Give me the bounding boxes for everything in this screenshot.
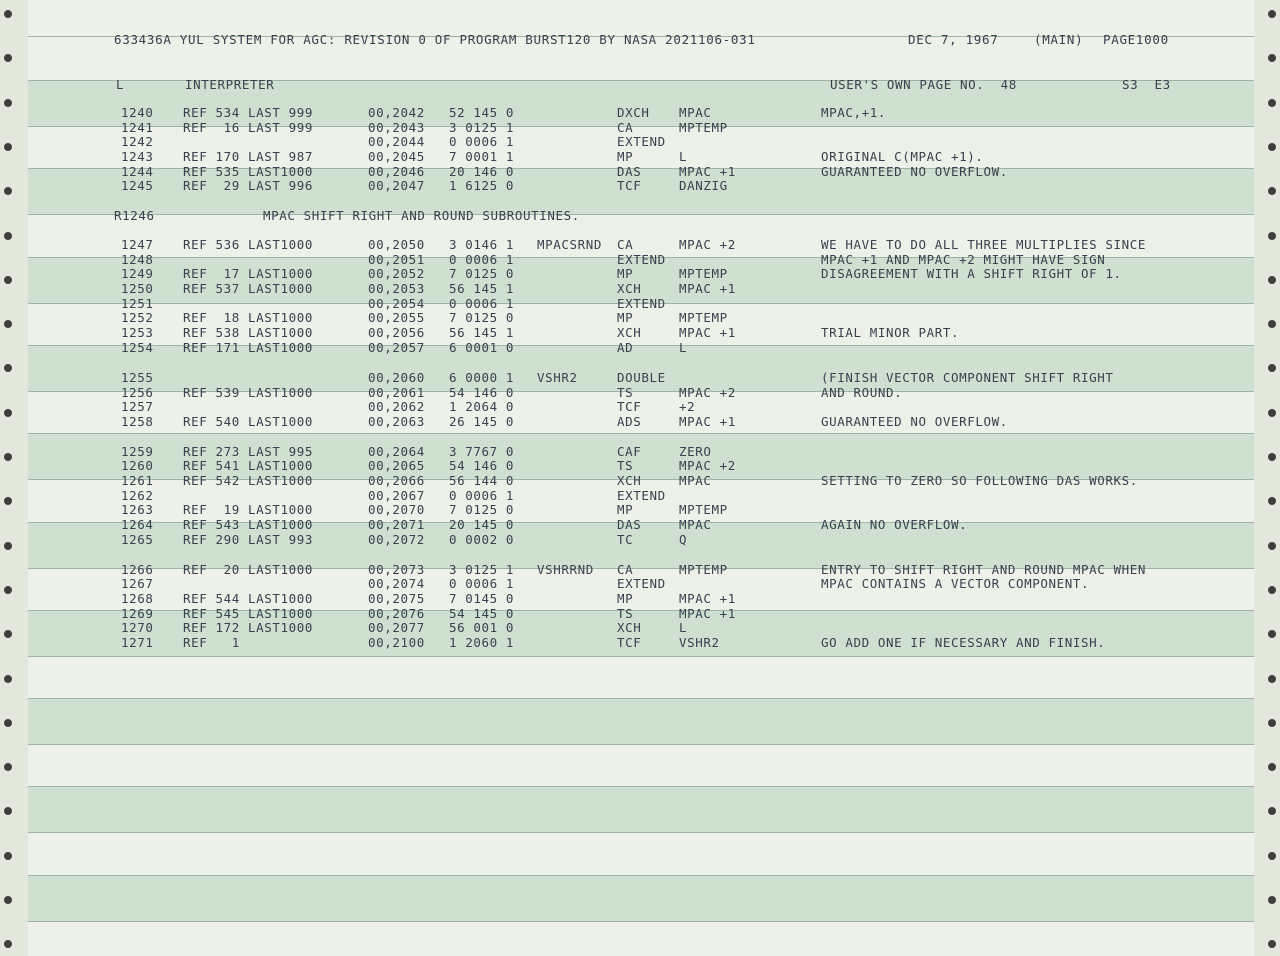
- address: 00,2076: [368, 606, 425, 621]
- symbol-label: MPACSRND: [537, 237, 603, 252]
- operand: MPAC +1: [679, 281, 736, 296]
- address: 00,2054: [368, 296, 425, 311]
- feed-hole: [1268, 232, 1276, 240]
- feed-hole: [1268, 497, 1276, 505]
- feed-hole: [1268, 763, 1276, 771]
- operand: MPAC +1: [679, 325, 736, 340]
- octal-word: 54 145 0: [449, 606, 515, 621]
- line-number: 1269: [121, 606, 154, 621]
- header-date: DEC 7, 1967: [908, 32, 999, 47]
- octal-word: 7 0125 0: [449, 310, 515, 325]
- ref-field: REF 18 LAST1000: [183, 310, 314, 325]
- ref-field: REF 540 LAST1000: [183, 414, 314, 429]
- octal-word: 3 0125 1: [449, 120, 515, 135]
- feed-hole: [4, 586, 12, 594]
- ref-field: REF 16 LAST 999: [183, 120, 314, 135]
- opcode: EXTEND: [617, 576, 666, 591]
- address: 00,2057: [368, 340, 425, 355]
- greenbar-band: [28, 875, 1254, 922]
- octal-word: 20 145 0: [449, 517, 515, 532]
- line-number: 1253: [121, 325, 154, 340]
- line-number: 1247: [121, 237, 154, 252]
- opcode: TS: [617, 385, 634, 400]
- operand: L: [679, 340, 688, 355]
- octal-word: 56 145 1: [449, 325, 515, 340]
- ref-field: REF 19 LAST1000: [183, 502, 314, 517]
- octal-word: 3 0146 1: [449, 237, 515, 252]
- line-number: 1249: [121, 266, 154, 281]
- feed-hole: [1268, 10, 1276, 18]
- ref-field: REF 538 LAST1000: [183, 325, 314, 340]
- line-number: 1265: [121, 532, 154, 547]
- feed-hole: [4, 763, 12, 771]
- ref-field: REF 542 LAST1000: [183, 473, 314, 488]
- feed-hole: [4, 896, 12, 904]
- octal-word: 0 0006 1: [449, 296, 515, 311]
- octal-word: 1 2064 0: [449, 399, 515, 414]
- operand: L: [679, 149, 688, 164]
- octal-word: 7 0001 1: [449, 149, 515, 164]
- opcode: EXTEND: [617, 134, 666, 149]
- address: 00,2045: [368, 149, 425, 164]
- line-number: 1255: [121, 370, 154, 385]
- opcode: MP: [617, 266, 634, 281]
- address: 00,2043: [368, 120, 425, 135]
- operand: L: [679, 620, 688, 635]
- address: 00,2062: [368, 399, 425, 414]
- octal-word: 20 146 0: [449, 164, 515, 179]
- address: 00,2063: [368, 414, 425, 429]
- address: 00,2044: [368, 134, 425, 149]
- operand: VSHR2: [679, 635, 720, 650]
- octal-word: 52 145 0: [449, 105, 515, 120]
- opcode: TS: [617, 458, 634, 473]
- octal-word: 7 0125 0: [449, 266, 515, 281]
- line-number: 1251: [121, 296, 154, 311]
- opcode: TCF: [617, 635, 642, 650]
- user-page-number: USER'S OWN PAGE NO. 48: [830, 77, 1017, 92]
- feed-hole: [1268, 54, 1276, 62]
- feed-hole: [4, 807, 12, 815]
- octal-word: 3 7767 0: [449, 444, 515, 459]
- feed-hole: [4, 497, 12, 505]
- greenbar-band: [28, 786, 1254, 833]
- operand: MPAC +1: [679, 164, 736, 179]
- address: 00,2065: [368, 458, 425, 473]
- comment: MPAC +1 AND MPAC +2 MIGHT HAVE SIGN: [821, 252, 1106, 267]
- feed-hole: [4, 542, 12, 550]
- feed-hole: [1268, 276, 1276, 284]
- comment: MPAC,+1.: [821, 105, 887, 120]
- feed-hole: [4, 99, 12, 107]
- feed-hole: [4, 409, 12, 417]
- ref-field: REF 17 LAST1000: [183, 266, 314, 281]
- line-number: 1240: [121, 105, 154, 120]
- octal-word: 0 0006 1: [449, 576, 515, 591]
- ref-field: REF 290 LAST 993: [183, 532, 314, 547]
- feed-hole: [4, 320, 12, 328]
- octal-word: 6 0000 1: [449, 370, 515, 385]
- address: 00,2074: [368, 576, 425, 591]
- comment: ORIGINAL C(MPAC +1).: [821, 149, 984, 164]
- comment: GUARANTEED NO OVERFLOW.: [821, 414, 1008, 429]
- line-number: 1264: [121, 517, 154, 532]
- line-number: 1263: [121, 502, 154, 517]
- feed-hole: [1268, 675, 1276, 683]
- operand: MPTEMP: [679, 310, 728, 325]
- line-number: 1250: [121, 281, 154, 296]
- operand: MPTEMP: [679, 266, 728, 281]
- operand: MPAC +2: [679, 458, 736, 473]
- opcode: MP: [617, 502, 634, 517]
- line-number: 1268: [121, 591, 154, 606]
- octal-word: 26 145 0: [449, 414, 515, 429]
- line-number: 1259: [121, 444, 154, 459]
- line-number: 1271: [121, 635, 154, 650]
- line-number: 1270: [121, 620, 154, 635]
- opcode: DOUBLE: [617, 370, 666, 385]
- remark-line-number: R1246: [114, 208, 155, 223]
- operand: MPTEMP: [679, 120, 728, 135]
- operand: MPAC +1: [679, 591, 736, 606]
- feed-hole: [1268, 187, 1276, 195]
- line-number: 1245: [121, 178, 154, 193]
- feed-hole: [4, 719, 12, 727]
- ref-field: REF 543 LAST1000: [183, 517, 314, 532]
- address: 00,2052: [368, 266, 425, 281]
- opcode: XCH: [617, 620, 642, 635]
- opcode: EXTEND: [617, 252, 666, 267]
- address: 00,2100: [368, 635, 425, 650]
- octal-word: 1 2060 1: [449, 635, 515, 650]
- symbol-label: VSHR2: [537, 370, 578, 385]
- opcode: TCF: [617, 178, 642, 193]
- feed-hole: [1268, 586, 1276, 594]
- comment: MPAC CONTAINS A VECTOR COMPONENT.: [821, 576, 1090, 591]
- ref-field: REF 535 LAST1000: [183, 164, 314, 179]
- address: 00,2075: [368, 591, 425, 606]
- comment: ENTRY TO SHIFT RIGHT AND ROUND MPAC WHEN: [821, 562, 1147, 577]
- greenbar-band: [28, 698, 1254, 745]
- address: 00,2070: [368, 502, 425, 517]
- opcode: XCH: [617, 473, 642, 488]
- ref-field: REF 170 LAST 987: [183, 149, 314, 164]
- operand: MPAC: [679, 105, 712, 120]
- opcode: MP: [617, 591, 634, 606]
- comment: GO ADD ONE IF NECESSARY AND FINISH.: [821, 635, 1106, 650]
- operand: MPAC: [679, 473, 712, 488]
- opcode: DXCH: [617, 105, 650, 120]
- line-number: 1241: [121, 120, 154, 135]
- opcode: CA: [617, 237, 634, 252]
- comment: TRIAL MINOR PART.: [821, 325, 960, 340]
- line-number: 1261: [121, 473, 154, 488]
- octal-word: 6 0001 0: [449, 340, 515, 355]
- comment: WE HAVE TO DO ALL THREE MULTIPLIES SINCE: [821, 237, 1147, 252]
- opcode: DAS: [617, 164, 642, 179]
- line-number: 1254: [121, 340, 154, 355]
- operand: MPAC: [679, 517, 712, 532]
- line-number: 1248: [121, 252, 154, 267]
- remark-text: MPAC SHIFT RIGHT AND ROUND SUBROUTINES.: [263, 208, 580, 223]
- feed-hole: [1268, 940, 1276, 948]
- ref-field: REF 171 LAST1000: [183, 340, 314, 355]
- octal-word: 0 0006 1: [449, 488, 515, 503]
- ref-field: REF 273 LAST 995: [183, 444, 314, 459]
- feed-hole: [1268, 320, 1276, 328]
- address: 00,2077: [368, 620, 425, 635]
- address: 00,2060: [368, 370, 425, 385]
- opcode: TS: [617, 606, 634, 621]
- ref-field: REF 537 LAST1000: [183, 281, 314, 296]
- operand: Q: [679, 532, 688, 547]
- ref-field: REF 20 LAST1000: [183, 562, 314, 577]
- octal-word: 7 0125 0: [449, 502, 515, 517]
- bank-code: S3 E3: [1122, 77, 1171, 92]
- octal-word: 56 145 1: [449, 281, 515, 296]
- octal-word: 54 146 0: [449, 385, 515, 400]
- address: 00,2050: [368, 237, 425, 252]
- feed-hole: [4, 54, 12, 62]
- feed-hole: [1268, 852, 1276, 860]
- opcode: TC: [617, 532, 634, 547]
- feed-hole: [4, 453, 12, 461]
- feed-hole: [4, 187, 12, 195]
- opcode: MP: [617, 310, 634, 325]
- address: 00,2046: [368, 164, 425, 179]
- feed-hole: [1268, 542, 1276, 550]
- opcode: TCF: [617, 399, 642, 414]
- line-number: 1244: [121, 164, 154, 179]
- feed-hole: [4, 10, 12, 18]
- feed-hole: [1268, 99, 1276, 107]
- comment: GUARANTEED NO OVERFLOW.: [821, 164, 1008, 179]
- opcode: AD: [617, 340, 634, 355]
- octal-word: 0 0006 1: [449, 134, 515, 149]
- ref-field: REF 541 LAST1000: [183, 458, 314, 473]
- feed-hole: [4, 364, 12, 372]
- octal-word: 56 144 0: [449, 473, 515, 488]
- feed-hole: [4, 630, 12, 638]
- ref-field: REF 29 LAST 996: [183, 178, 314, 193]
- opcode: ADS: [617, 414, 642, 429]
- operand: MPAC +1: [679, 606, 736, 621]
- octal-word: 54 146 0: [449, 458, 515, 473]
- line-number: 1242: [121, 134, 154, 149]
- operand: +2: [679, 399, 696, 414]
- line-number: 1252: [121, 310, 154, 325]
- address: 00,2042: [368, 105, 425, 120]
- operand: DANZIG: [679, 178, 728, 193]
- opcode: EXTEND: [617, 488, 666, 503]
- opcode: CA: [617, 562, 634, 577]
- address: 00,2066: [368, 473, 425, 488]
- address: 00,2055: [368, 310, 425, 325]
- address: 00,2056: [368, 325, 425, 340]
- octal-word: 0 0006 1: [449, 252, 515, 267]
- address: 00,2071: [368, 517, 425, 532]
- feed-hole: [4, 143, 12, 151]
- octal-word: 1 6125 0: [449, 178, 515, 193]
- feed-hole: [1268, 453, 1276, 461]
- octal-word: 7 0145 0: [449, 591, 515, 606]
- feed-hole: [4, 940, 12, 948]
- comment: DISAGREEMENT WITH A SHIFT RIGHT OF 1.: [821, 266, 1122, 281]
- feed-hole: [4, 852, 12, 860]
- opcode: CA: [617, 120, 634, 135]
- octal-word: 0 0002 0: [449, 532, 515, 547]
- address: 00,2067: [368, 488, 425, 503]
- line-number: 1260: [121, 458, 154, 473]
- feed-hole: [4, 675, 12, 683]
- address: 00,2047: [368, 178, 425, 193]
- address: 00,2061: [368, 385, 425, 400]
- feed-hole: [1268, 719, 1276, 727]
- opcode: XCH: [617, 281, 642, 296]
- line-number: 1262: [121, 488, 154, 503]
- operand: MPAC +1: [679, 414, 736, 429]
- ref-field: REF 536 LAST1000: [183, 237, 314, 252]
- comment: (FINISH VECTOR COMPONENT SHIFT RIGHT: [821, 370, 1114, 385]
- ref-field: REF 1: [183, 635, 240, 650]
- address: 00,2053: [368, 281, 425, 296]
- operand: ZERO: [679, 444, 712, 459]
- header-section: (MAIN): [1034, 32, 1084, 47]
- ref-field: REF 544 LAST1000: [183, 591, 314, 606]
- octal-word: 56 001 0: [449, 620, 515, 635]
- symbol-label: VSHRRND: [537, 562, 594, 577]
- line-number: 1267: [121, 576, 154, 591]
- octal-word: 3 0125 1: [449, 562, 515, 577]
- operand: MPAC +2: [679, 237, 736, 252]
- feed-hole: [1268, 807, 1276, 815]
- address: 00,2073: [368, 562, 425, 577]
- operand: MPTEMP: [679, 562, 728, 577]
- operand: MPTEMP: [679, 502, 728, 517]
- line-number: 1256: [121, 385, 154, 400]
- feed-hole: [4, 276, 12, 284]
- comment: AGAIN NO OVERFLOW.: [821, 517, 968, 532]
- opcode: EXTEND: [617, 296, 666, 311]
- log-letter: L: [116, 77, 125, 92]
- log-section-name: INTERPRETER: [185, 77, 275, 92]
- comment: AND ROUND.: [821, 385, 903, 400]
- comment: SETTING TO ZERO SO FOLLOWING DAS WORKS.: [821, 473, 1138, 488]
- opcode: MP: [617, 149, 634, 164]
- operand: MPAC +2: [679, 385, 736, 400]
- address: 00,2072: [368, 532, 425, 547]
- address: 00,2051: [368, 252, 425, 267]
- header-title: 633436A YUL SYSTEM FOR AGC: REVISION 0 OF PROGRAM BURST120 BY NASA 2021106-031: [114, 32, 756, 47]
- feed-hole: [1268, 143, 1276, 151]
- feed-hole: [4, 232, 12, 240]
- opcode: XCH: [617, 325, 642, 340]
- opcode: DAS: [617, 517, 642, 532]
- line-number: 1257: [121, 399, 154, 414]
- feed-hole: [1268, 364, 1276, 372]
- line-number: 1258: [121, 414, 154, 429]
- ref-field: REF 534 LAST 999: [183, 105, 314, 120]
- ref-field: REF 545 LAST1000: [183, 606, 314, 621]
- feed-hole: [1268, 896, 1276, 904]
- ref-field: REF 539 LAST1000: [183, 385, 314, 400]
- feed-hole: [1268, 630, 1276, 638]
- feed-hole: [1268, 409, 1276, 417]
- opcode: CAF: [617, 444, 642, 459]
- address: 00,2064: [368, 444, 425, 459]
- ref-field: REF 172 LAST1000: [183, 620, 314, 635]
- line-number: 1243: [121, 149, 154, 164]
- header-page: PAGE1000: [1103, 32, 1169, 47]
- line-number: 1266: [121, 562, 154, 577]
